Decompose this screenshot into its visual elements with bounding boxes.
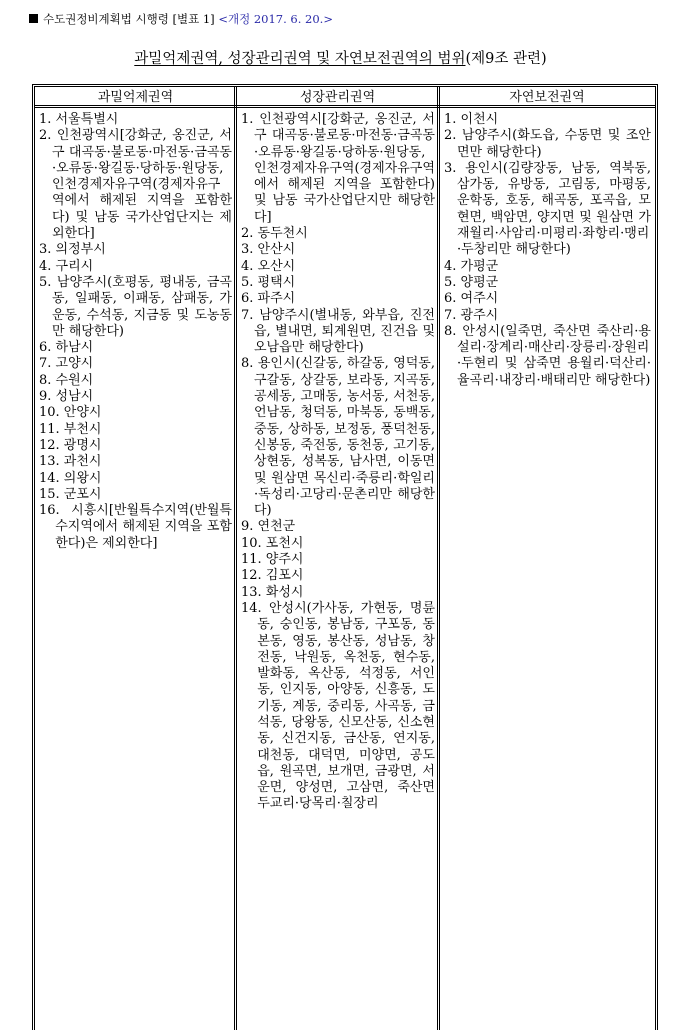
list-item: 9. 연천군	[241, 519, 296, 535]
list-item: 6. 여주시	[444, 291, 499, 307]
title-note: (제9조 관련)	[465, 51, 547, 67]
regions-table	[32, 84, 658, 1030]
document-header	[29, 11, 333, 27]
list-item: 6. 하남시	[39, 340, 94, 356]
list-item: 7. 광주시	[444, 307, 499, 323]
list-item: 5. 평택시	[241, 274, 296, 290]
list-item: 8. 안성시(일죽면, 죽산면 죽산리·용설리·장계리·매산리·장릉리·장원리·두현리 및 삼죽면 용월리·덕산리·율곡리·내장리·배태리만 해당한다)	[444, 323, 651, 388]
growth-column	[241, 112, 435, 813]
list-item: 9. 성남시	[39, 389, 94, 405]
list-item: 11. 부천시	[39, 421, 102, 437]
list-item: 15. 군포시	[39, 486, 102, 502]
overcrowding-column	[39, 112, 232, 552]
list-item: 3. 안산시	[241, 242, 296, 258]
list-item: 10. 포천시	[241, 535, 304, 551]
list-item: 13. 화성시	[241, 584, 304, 600]
list-item: 14. 의왕시	[39, 470, 102, 486]
list-item: 12. 김포시	[241, 568, 304, 584]
list-item: 5. 남양주시(호평동, 평내동, 금곡동, 일패동, 이패동, 삼패동, 가운동, 수석동, 지금동 및 도농동만 해당한다)	[39, 274, 232, 339]
list-item: 8. 수원시	[39, 372, 94, 388]
list-item: 3. 용인시(김량장동, 남동, 역북동, 삼가동, 유방동, 고림동, 마평동, 운학동, 호동, 해곡동, 포곡읍, 모현면, 백암면, 양지면 및 원삼면 가재월리·사암리·미평리·좌항리·맹리·두창리만 해당한다)	[444, 160, 651, 258]
law-name: 수도권정비계획법 시행령 [별표 1]	[43, 12, 215, 26]
growth-list	[241, 112, 435, 813]
list-item: 1. 인천광역시[강화군, 옹진군, 서구 대곡동·불로동·마전동·금곡동·오류동·왕길동·당하동·원당동, 인천경제자유구역(경제자유구역에서 해제된 지역을 포함한다) 및 남동 국가산업단지만 해당한다]	[241, 112, 435, 225]
list-item: 8. 용인시(신갈동, 하갈동, 영덕동, 구갈동, 상갈동, 보라동, 지곡동, 공세동, 고매동, 농서동, 서천동, 언남동, 청덕동, 마북동, 동백동, 중동, 상하동, 보정동, 풍덕천동, 신봉동, 죽전동, 동천동, 고기동, 상현동, 성복동, 남사면, 이동면 및 원삼면 목신리·죽릉리·학일리·독성리·고당리·문촌리만 해당한다)	[241, 356, 435, 519]
column-divider	[234, 87, 237, 1030]
list-item: 4. 오산시	[241, 258, 296, 274]
list-item: 1. 서울특별시	[39, 112, 119, 127]
list-item: 5. 양평군	[444, 274, 499, 290]
list-item: 2. 남양주시(화도읍, 수동면 및 조안면만 해당한다)	[444, 128, 651, 160]
revision-note: <개정 2017. 6. 20.>	[218, 12, 333, 26]
black-square-icon	[29, 14, 38, 23]
column-header-conservation: 자연보전권역	[439, 87, 655, 108]
list-item: 10. 안양시	[39, 405, 102, 421]
list-item: 2. 인천광역시[강화군, 옹진군, 서구 대곡동·불로동·마전동·금곡동·오류동·왕길동·당하동·원당동, 인천경제자유구역(경제자유구역에서 해제된 지역을 포함한다) 및 남동 국가산업단지는 제외한다]	[39, 128, 232, 242]
list-item: 4. 구리시	[39, 258, 94, 274]
list-item: 14. 안성시(가사동, 가현동, 명륜동, 숭인동, 봉남동, 구포동, 동본동, 영동, 봉산동, 성남동, 창전동, 낙원동, 옥천동, 현수동, 발화동, 옥산동, 석정동, 서인동, 인지동, 아양동, 신흥동, 도기동, 계동, 중리동, 사곡동, 금석동, 당왕동, 신모산동, 신소현동, 신건지동, 금산동, 연지동, 대천동, 대덕면, 미양면, 공도읍, 원곡면, 보개면, 금광면, 서운면, 양성면, 고삼면, 죽산면 두교리·당목리·칠장리	[241, 600, 435, 812]
list-item: 11. 양주시	[241, 552, 304, 568]
list-item: 12. 광명시	[39, 437, 102, 453]
list-item: 4. 가평군	[444, 258, 499, 274]
list-item: 13. 과천시	[39, 454, 102, 470]
list-item: 1. 이천시	[444, 112, 499, 127]
conservation-list	[444, 112, 651, 389]
column-header-overcrowding: 과밀억제권역	[35, 87, 236, 108]
list-item: 6. 파주시	[241, 291, 296, 307]
overcrowding-list	[39, 112, 232, 552]
list-item: 3. 의정부시	[39, 242, 106, 258]
column-header-growth: 성장관리권역	[236, 87, 439, 108]
column-divider	[437, 87, 440, 1030]
title-main: 과밀억제권역, 성장관리권역 및 자연보전권역의 범위	[134, 51, 466, 67]
list-item: 16. 시흥시[반월특수지역(반월특수지역에서 해제된 지역을 포함한다)은 제외한다]	[39, 503, 232, 551]
list-item: 7. 남양주시(별내동, 와부읍, 진전읍, 별내면, 퇴계원면, 진건읍 및 오남읍만 해당한다)	[241, 307, 435, 356]
page-title	[0, 47, 681, 68]
list-item: 7. 고양시	[39, 356, 94, 372]
conservation-column	[444, 112, 651, 389]
list-item: 2. 동두천시	[241, 226, 308, 242]
